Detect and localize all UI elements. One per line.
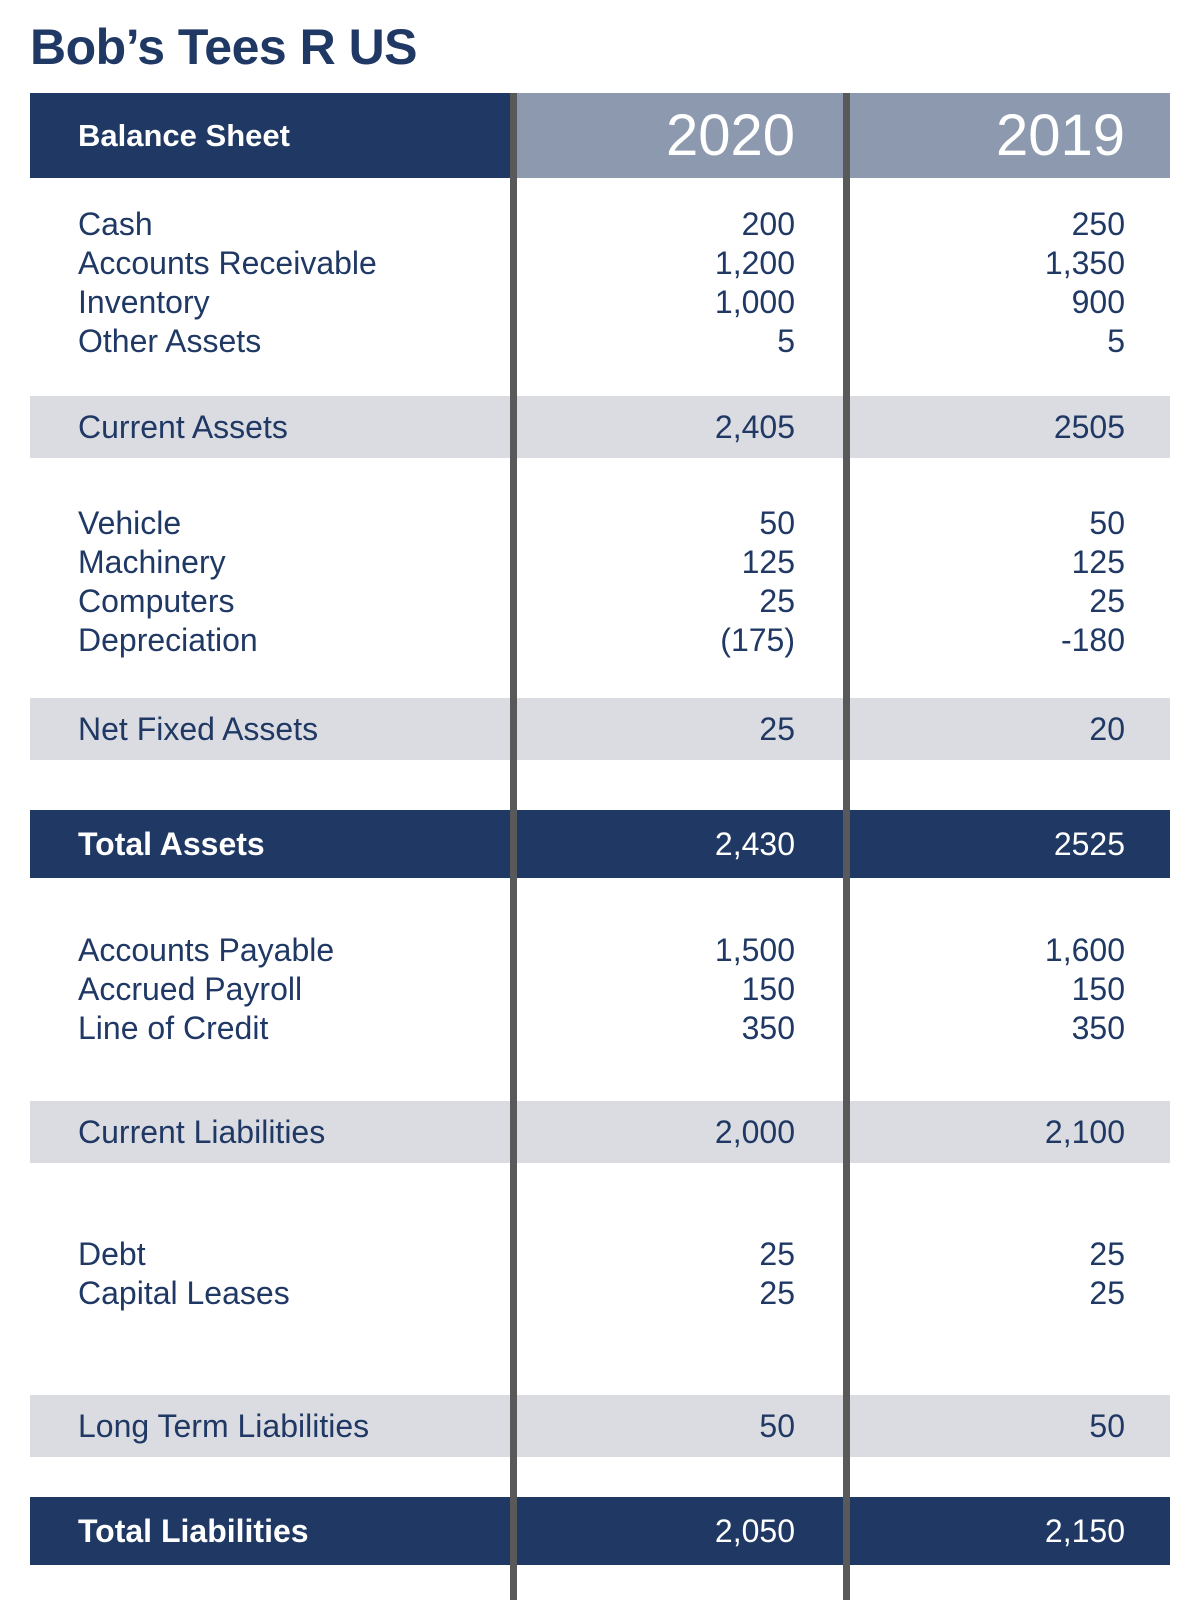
row-label: Accounts Payable	[78, 932, 335, 968]
table-row	[30, 621, 1170, 660]
subtotal-value-2020: 50	[759, 1407, 795, 1444]
subtotal-row-net-fixed-assets	[30, 698, 1170, 760]
row-value-2020: 150	[741, 971, 795, 1007]
table-row	[30, 1235, 1170, 1274]
row-value-2019: 50	[1089, 505, 1125, 541]
table-row	[30, 1009, 1170, 1048]
row-value-2020: 25	[759, 1236, 795, 1272]
row-value-2020: 50	[759, 505, 795, 541]
row-value-2020: 25	[759, 583, 795, 619]
row-label: Depreciation	[78, 622, 258, 658]
long-term-liabilities-rows	[30, 1235, 1170, 1313]
row-value-2019: 250	[1071, 206, 1125, 242]
row-value-2019: 900	[1071, 284, 1125, 320]
header-years-band	[510, 93, 1170, 178]
row-value-2020: (175)	[720, 622, 795, 658]
row-value-2020: 5	[777, 323, 795, 359]
table-row	[30, 582, 1170, 621]
row-value-2020: 350	[741, 1010, 795, 1046]
row-value-2020: 25	[759, 1275, 795, 1311]
row-value-2019: 1,600	[1044, 932, 1125, 968]
row-label: Vehicle	[78, 505, 182, 541]
table-row	[30, 504, 1170, 543]
table-row	[30, 543, 1170, 582]
row-value-2019: 1,350	[1044, 245, 1125, 281]
subtotal-value-2019: 50	[1089, 1407, 1125, 1444]
row-value-2020: 1,500	[714, 932, 795, 968]
subtotal-label: Current Liabilities	[78, 1113, 326, 1150]
subtotal-label: Long Term Liabilities	[78, 1407, 370, 1444]
table-header	[30, 93, 1170, 178]
total-label: Total Liabilities	[78, 1512, 309, 1549]
column-header-2020: 2020	[665, 103, 795, 168]
table-row	[30, 931, 1170, 970]
row-value-2019: 5	[1107, 323, 1125, 359]
total-label: Total Assets	[78, 825, 265, 862]
row-label: Accounts Receivable	[78, 245, 377, 281]
row-label: Capital Leases	[78, 1275, 290, 1311]
table-row	[30, 322, 1170, 361]
subtotal-row-current-assets	[30, 396, 1170, 458]
page-title: Bob’s Tees R US	[30, 19, 418, 75]
total-value-2020: 2,050	[714, 1512, 795, 1549]
row-value-2019: 25	[1089, 1236, 1125, 1272]
table-row	[30, 970, 1170, 1009]
row-label: Line of Credit	[78, 1010, 269, 1046]
row-label: Computers	[78, 583, 235, 619]
balance-sheet-heading: Balance Sheet	[78, 117, 290, 153]
subtotal-value-2020: 2,405	[714, 408, 795, 445]
total-value-2019: 2525	[1053, 825, 1125, 862]
row-label: Debt	[78, 1236, 146, 1272]
row-label: Machinery	[78, 544, 226, 580]
table-row	[30, 1274, 1170, 1313]
row-value-2019: -180	[1060, 622, 1125, 658]
column-divider-2	[843, 93, 850, 1600]
table-row	[30, 283, 1170, 322]
row-label: Accrued Payroll	[78, 971, 303, 1007]
table-row	[30, 205, 1170, 244]
column-divider-1	[510, 93, 517, 1600]
subtotal-label: Net Fixed Assets	[78, 710, 319, 747]
row-value-2019: 125	[1071, 544, 1125, 580]
current-assets-rows	[30, 205, 1170, 361]
row-value-2020: 1,200	[714, 245, 795, 281]
row-value-2019: 150	[1071, 971, 1125, 1007]
subtotal-label: Current Assets	[78, 408, 288, 445]
fixed-assets-rows	[30, 504, 1170, 660]
row-label: Cash	[78, 206, 153, 242]
subtotal-value-2019: 20	[1089, 710, 1125, 747]
row-label: Inventory	[78, 284, 210, 320]
header-label-cell	[30, 93, 510, 178]
subtotal-value-2019: 2505	[1053, 408, 1125, 445]
column-header-2019: 2019	[995, 103, 1125, 168]
subtotal-value-2020: 2,000	[714, 1113, 795, 1150]
row-value-2019: 25	[1089, 583, 1125, 619]
subtotal-value-2020: 25	[759, 710, 795, 747]
subtotal-value-2019: 2,100	[1044, 1113, 1125, 1150]
total-row-total-liabilities	[30, 1497, 1170, 1565]
total-value-2019: 2,150	[1044, 1512, 1125, 1549]
total-row-total-assets	[30, 810, 1170, 878]
row-value-2019: 350	[1071, 1010, 1125, 1046]
row-value-2020: 200	[741, 206, 795, 242]
subtotal-row-long-term-liabilities	[30, 1395, 1170, 1457]
subtotal-row-current-liabilities	[30, 1101, 1170, 1163]
row-value-2020: 1,000	[714, 284, 795, 320]
table-row	[30, 244, 1170, 283]
row-value-2020: 125	[741, 544, 795, 580]
row-value-2019: 25	[1089, 1275, 1125, 1311]
total-value-2020: 2,430	[714, 825, 795, 862]
current-liabilities-rows	[30, 931, 1170, 1048]
row-label: Other Assets	[78, 323, 262, 359]
